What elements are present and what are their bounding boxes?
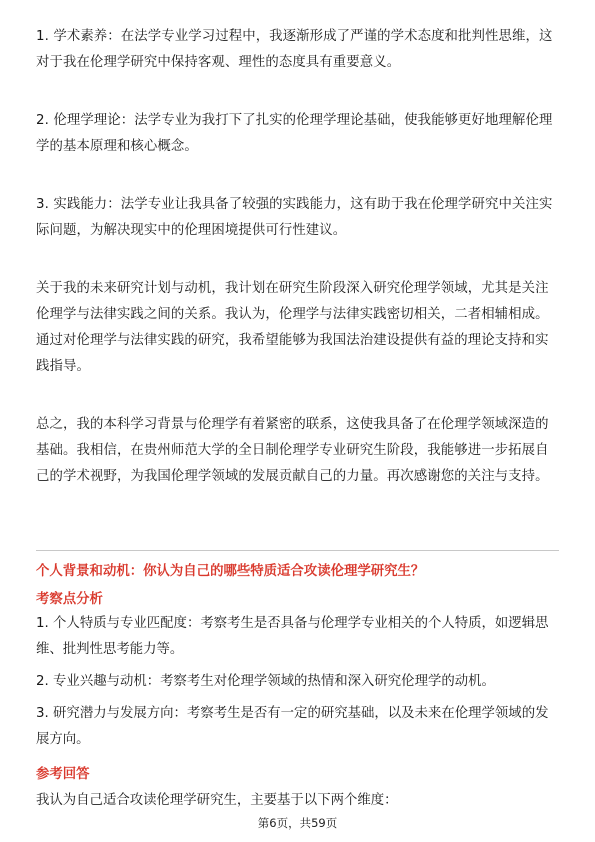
analysis-item-2: 2. 专业兴趣与动机：考察考生对伦理学领域的热情和深入研究伦理学的动机。	[36, 674, 495, 689]
paragraph-research-plan: 关于我的未来研究计划与动机，我计划在研究生阶段深入研究伦理学领域，尤其是关注伦理学与法律实践之间的关系。我认为，伦理学与法律实践密切相关，二者相辅相成。通过对伦理学与法律实践的研究，我希望能够为我国法治建设提供有益的理论支持和实践指导。	[36, 281, 549, 374]
paragraph-ethics-theory: 2. 伦理学理论：法学专业为我打下了扎实的伦理学理论基础，使我能够更好地理解伦理学的基本原理和核心概念。	[36, 113, 553, 154]
paragraph-academic-literacy: 1. 学术素养：在法学专业学习过程中，我逐渐形成了严谨的学术态度和批判性思维，这对于我在伦理学研究中保持客观、理性的态度具有重要意义。	[36, 29, 553, 70]
analysis-item-3: 3. 研究潜力与发展方向：考察考生是否有一定的研究基础，以及未来在伦理学领域的发展方向。	[36, 706, 549, 747]
question-title: 个人背景和动机：你认为自己的哪些特质适合攻读伦理学研究生？	[36, 564, 425, 579]
analysis-item-1: 1. 个人特质与专业匹配度：考察考生是否具备与伦理学专业相关的个人特质，如逻辑思维、批判性思考能力等。	[36, 616, 549, 657]
paragraph-conclusion: 总之，我的本科学习背景与伦理学有着紧密的联系，这使我具备了在伦理学领域深造的基础。我相信，在贵州师范大学的全日制伦理学专业研究生阶段，我能够进一步拓展自己的学术视野，为我国伦理学领域的发展贡献自己的力量。再次感谢您的关注与支持。	[36, 417, 549, 484]
answer-heading: 参考回答	[36, 767, 90, 782]
page-number: 第6页，共59页	[257, 816, 338, 830]
answer-intro: 我认为自己适合攻读伦理学研究生，主要基于以下两个维度：	[36, 793, 398, 808]
analysis-heading: 考察点分析	[36, 592, 103, 607]
paragraph-practical-ability: 3. 实践能力：法学专业让我具备了较强的实践能力，这有助于我在伦理学研究中关注实际问题，为解决现实中的伦理困境提供可行性建议。	[36, 197, 553, 238]
section-divider	[36, 550, 559, 551]
